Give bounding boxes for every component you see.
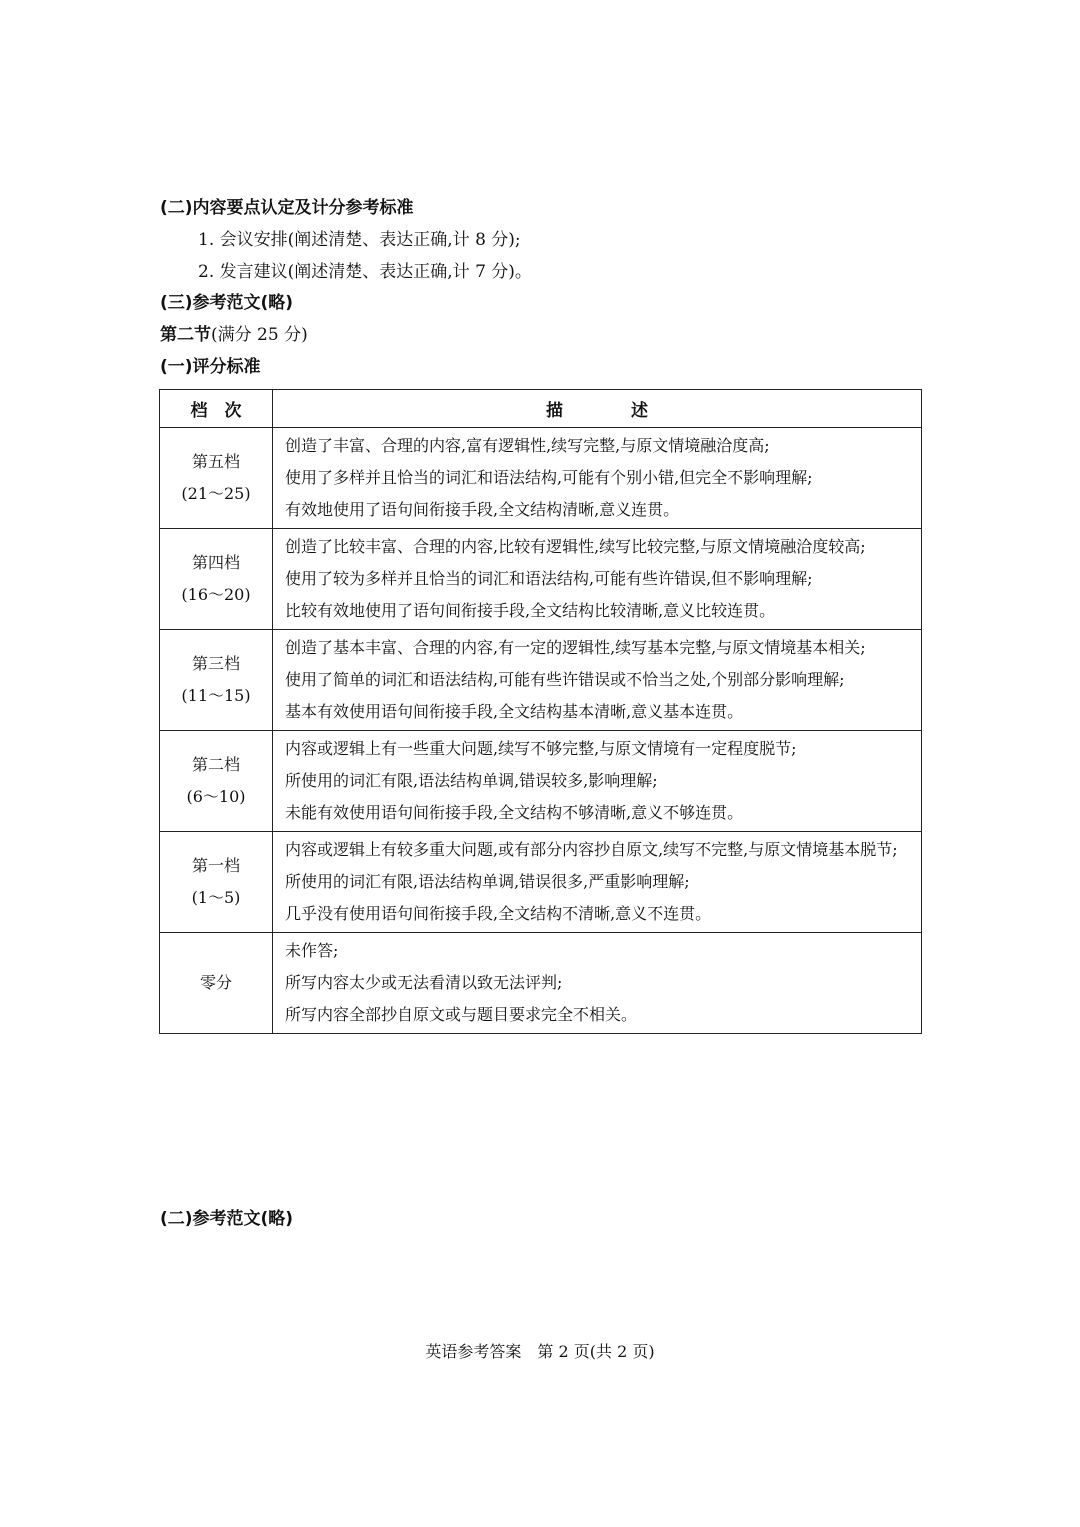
description-cell — [273, 529, 922, 630]
description-line: 几乎没有使用语句间衔接手段,全文结构不清晰,意义不连贯。 — [285, 904, 712, 923]
description-line: 所写内容全部抄自原文或与题目要求完全不相关。 — [285, 1005, 638, 1024]
description-line: 所使用的词汇有限,语法结构单调,错误较多,影响理解; — [285, 771, 658, 790]
level-cell — [160, 529, 273, 630]
description-cell — [273, 630, 922, 731]
level-name: 第一档 — [191, 856, 240, 875]
description-line: 未作答; — [285, 941, 339, 960]
level-cell — [160, 428, 273, 529]
header-description: 描 述 — [273, 390, 922, 428]
level-name: 零分 — [199, 973, 232, 992]
description-cell — [273, 731, 922, 832]
description-line: 使用了多样并且恰当的词汇和语法结构,可能有个别小错,但完全不影响理解; — [285, 468, 813, 487]
table-row — [160, 428, 922, 529]
page-footer: 英语参考答案 第 2 页(共 2 页) — [425, 1342, 655, 1361]
level-range: (6～10) — [186, 787, 246, 806]
part-two-score-note: (满分 25 分) — [211, 325, 308, 345]
level-range: (21～25) — [181, 484, 251, 503]
description-cell — [273, 832, 922, 933]
table-row — [160, 529, 922, 630]
description-line: 基本有效使用语句间衔接手段,全文结构基本清晰,意义基本连贯。 — [285, 702, 744, 721]
level-range: (16～20) — [181, 585, 251, 604]
level-name: 第四档 — [191, 553, 240, 572]
description-line: 使用了较为多样并且恰当的词汇和语法结构,可能有些许错误,但不影响理解; — [285, 569, 813, 588]
description-line: 所使用的词汇有限,语法结构单调,错误很多,严重影响理解; — [285, 872, 690, 891]
description-line: 未能有效使用语句间衔接手段,全文结构不够清晰,意义不够连贯。 — [285, 803, 744, 822]
description-line: 所写内容太少或无法看清以致无法评判; — [285, 973, 563, 992]
grading-table-header — [160, 390, 922, 428]
level-range: (11～15) — [181, 686, 251, 705]
level-name: 第三档 — [191, 654, 240, 673]
section-title-content-points: (二)内容要点认定及计分参考标准 — [160, 198, 414, 218]
content-point-item: 2. 发言建议(阐述清楚、表达正确,计 7 分)。 — [198, 262, 532, 282]
level-cell — [160, 731, 273, 832]
description-line: 比较有效地使用了语句间衔接手段,全文结构比较清晰,意义比较连贯。 — [285, 601, 776, 620]
description-line: 内容或逻辑上有一些重大问题,续写不够完整,与原文情境有一定程度脱节; — [285, 739, 797, 758]
description-line: 有效地使用了语句间衔接手段,全文结构清晰,意义连贯。 — [285, 500, 680, 519]
level-name: 第二档 — [191, 755, 240, 774]
header-level: 档 次 — [160, 390, 273, 428]
grading-table — [159, 389, 922, 1034]
table-row — [160, 832, 922, 933]
table-row — [160, 731, 922, 832]
level-cell — [160, 832, 273, 933]
level-range: (1～5) — [191, 888, 241, 907]
table-row — [160, 630, 922, 731]
description-cell — [273, 933, 922, 1034]
level-cell — [160, 630, 273, 731]
description-line: 内容或逻辑上有较多重大问题,或有部分内容抄自原文,续写不完整,与原文情境基本脱节; — [285, 840, 898, 859]
description-line: 使用了简单的词汇和语法结构,可能有些许错误或不恰当之处,个别部分影响理解; — [285, 670, 845, 689]
part-two-heading — [160, 322, 308, 348]
table-row — [160, 933, 922, 1034]
level-cell — [160, 933, 273, 1034]
description-line: 创造了基本丰富、合理的内容,有一定的逻辑性,续写基本完整,与原文情境基本相关; — [285, 638, 866, 657]
section-title-sample-essay: (三)参考范文(略) — [160, 293, 294, 313]
section-title-sample-essay-2: (二)参考范文(略) — [160, 1209, 294, 1229]
part-two-title: 第二节 — [160, 325, 211, 345]
description-line: 创造了比较丰富、合理的内容,比较有逻辑性,续写比较完整,与原文情境融洽度较高; — [285, 537, 866, 556]
level-name: 第五档 — [191, 452, 240, 471]
description-cell — [273, 428, 922, 529]
content-point-item: 1. 会议安排(阐述清楚、表达正确,计 8 分); — [198, 230, 521, 250]
section-title-grading-standard: (一)评分标准 — [160, 357, 261, 377]
description-line: 创造了丰富、合理的内容,富有逻辑性,续写完整,与原文情境融洽度高; — [285, 436, 770, 455]
